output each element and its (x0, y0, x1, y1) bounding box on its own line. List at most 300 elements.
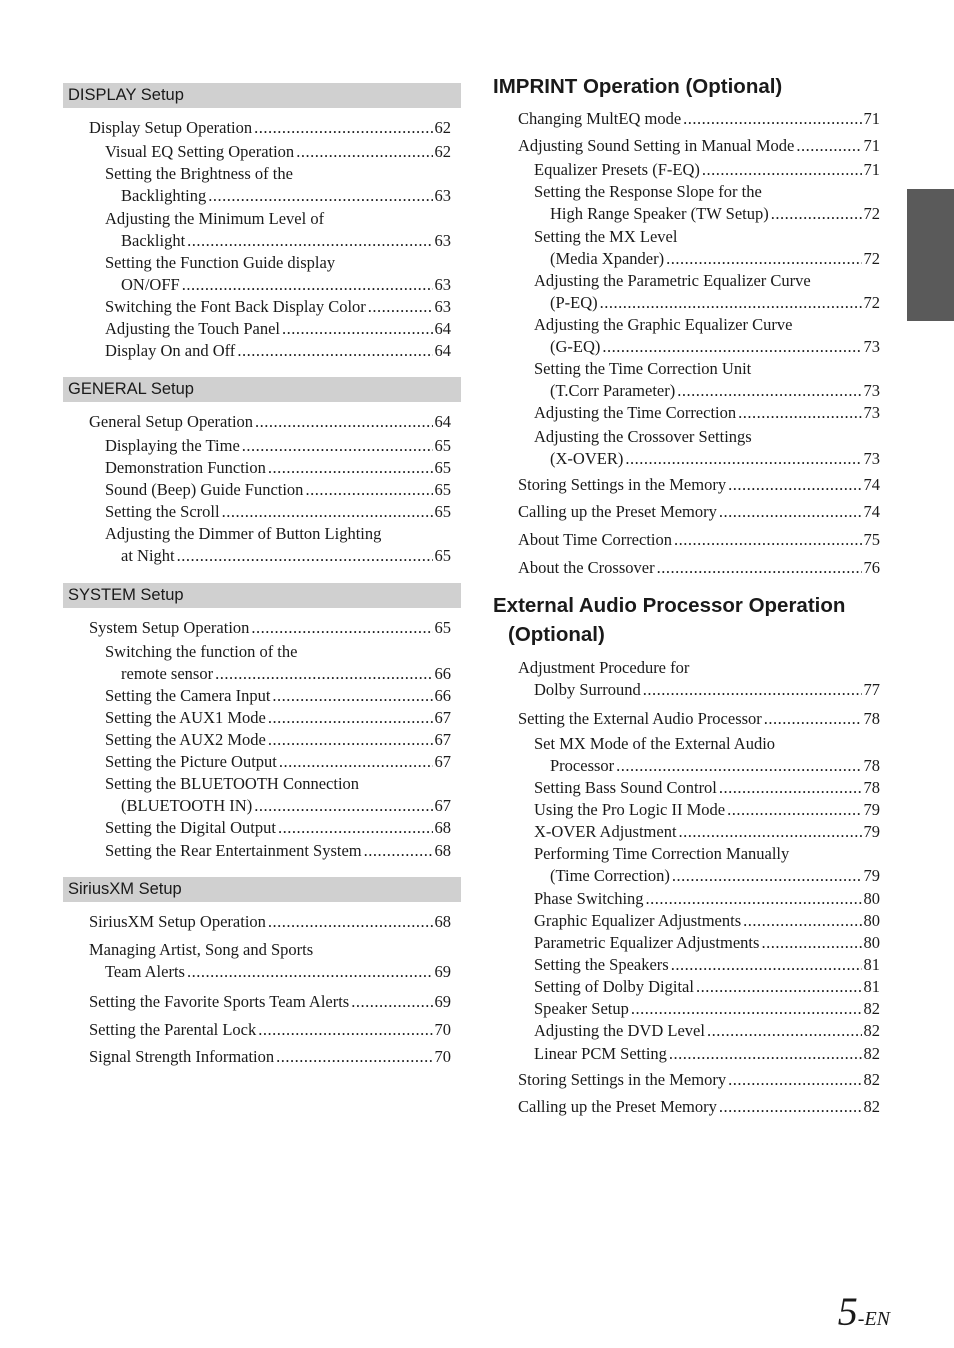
dot-leader (631, 998, 862, 1020)
toc-entry (534, 159, 880, 181)
dot-leader (282, 318, 433, 340)
toc-entry (105, 751, 451, 773)
toc-page-number: 65 (434, 480, 451, 499)
toc-entry-label: Switching the Font Back Display Color (105, 297, 366, 316)
toc-page-number: 71 (863, 136, 880, 155)
toc-page-number: 82 (863, 999, 880, 1018)
toc-entry-line (89, 991, 451, 1013)
toc-entry (518, 708, 880, 730)
toc-page-number: 79 (863, 822, 880, 841)
toc-page-number: 65 (434, 546, 451, 565)
toc-entry (534, 226, 880, 270)
toc-entry-label: Adjusting the Graphic Equalizer Curve (534, 315, 793, 334)
toc-entry-line (534, 733, 880, 755)
toc-entry-line (105, 340, 451, 362)
toc-entry-line (105, 641, 451, 663)
toc-entry (105, 523, 451, 567)
dot-leader (351, 991, 432, 1013)
toc-page-number: 78 (863, 778, 880, 797)
toc-entry-continuation-line (534, 755, 880, 777)
toc-entry-line (105, 435, 451, 457)
toc-entry-line (105, 840, 451, 862)
toc-entry-label: About Time Correction (518, 530, 673, 549)
toc-entry-line (105, 318, 451, 340)
toc-entry (89, 991, 451, 1013)
toc-entry-continuation-line (534, 380, 880, 402)
toc-entry (518, 108, 880, 130)
toc-entry-label: (Media Xpander) (550, 249, 665, 268)
toc-page-number: 65 (434, 436, 451, 455)
toc-entry-label: Speaker Setup (534, 999, 629, 1018)
toc-page-number: 62 (434, 142, 451, 161)
toc-entry (534, 932, 880, 954)
toc-entry-line (105, 817, 451, 839)
toc-entry-label: Displaying the Time (105, 436, 240, 455)
toc-entry-line (518, 557, 880, 579)
toc-page-number: 78 (863, 756, 880, 775)
toc-entry-label: Setting the BLUETOOTH Connection (105, 774, 360, 793)
toc-entry (105, 435, 451, 457)
toc-entry (105, 707, 451, 729)
section-heading-display-setup: DISPLAY Setup (63, 83, 461, 108)
toc-entry-label: Setting the Favorite Sports Team Alerts (89, 992, 350, 1011)
toc-entry-line (89, 117, 451, 139)
toc-page-number: 69 (434, 962, 451, 981)
dot-leader (796, 135, 861, 157)
toc-page-number: 78 (863, 709, 880, 728)
toc-entry-line (534, 1020, 880, 1042)
toc-entry-line (105, 501, 451, 523)
toc-entry-line (534, 998, 880, 1020)
toc-entry-continuation-line (105, 663, 451, 685)
dot-leader (679, 821, 862, 843)
toc-entry-label: Calling up the Preset Memory (518, 1097, 717, 1116)
toc-entry-line (534, 888, 880, 910)
toc-entry (105, 729, 451, 751)
dot-leader (696, 976, 862, 998)
toc-entry-label: Equalizer Presets (F-EQ) (534, 160, 700, 179)
toc-entry (518, 135, 880, 157)
toc-entry-line (518, 1096, 880, 1118)
dot-leader (364, 840, 433, 862)
toc-entry-label: Setting the AUX2 Mode (105, 730, 266, 749)
section-heading-line: External Audio Processor Operation (493, 594, 846, 617)
dot-leader (719, 777, 862, 799)
toc-entry (534, 733, 880, 777)
toc-page-number: 68 (434, 912, 451, 931)
toc-entry-label: Setting the Picture Output (105, 752, 277, 771)
toc-entry-continuation-line (534, 292, 880, 314)
toc-entry-line (534, 1043, 880, 1065)
toc-entry-label: at Night (121, 546, 175, 565)
toc-entry-label: Setting the Camera Input (105, 686, 271, 705)
dot-leader (761, 932, 861, 954)
toc-entry (534, 843, 880, 887)
toc-page-number: 82 (863, 1097, 880, 1116)
toc-entry-line (105, 163, 451, 185)
toc-entry-label: Adjusting Sound Setting in Manual Mode (518, 136, 795, 155)
toc-entry-line (534, 777, 880, 799)
toc-page-number: 64 (434, 412, 451, 431)
toc-entry-label: (Time Correction) (550, 866, 670, 885)
dot-leader (771, 203, 862, 225)
toc-entry-continuation-line (105, 545, 451, 567)
toc-page-number: 67 (434, 730, 451, 749)
toc-page-number: 67 (434, 796, 451, 815)
toc-entry (105, 318, 451, 340)
toc-entry-continuation-line (534, 203, 880, 225)
toc-page-number: 73 (863, 381, 880, 400)
toc-entry-label: Switching the function of the (105, 642, 298, 661)
toc-page-number: 68 (434, 818, 451, 837)
toc-page-number: 80 (863, 933, 880, 952)
toc-entry-line (105, 252, 451, 274)
toc-entry-label: Setting Bass Sound Control (534, 778, 717, 797)
toc-entry-line (534, 799, 880, 821)
toc-entry-label: Adjusting the DVD Level (534, 1021, 705, 1040)
dot-leader (272, 685, 432, 707)
toc-entry (518, 1096, 880, 1118)
dot-leader (268, 729, 433, 751)
toc-entry-label: (G-EQ) (550, 337, 601, 356)
toc-page-number: 66 (434, 664, 451, 683)
toc-entry-line (89, 939, 451, 961)
toc-entry-label: High Range Speaker (TW Setup) (550, 204, 769, 223)
section-heading-general-setup: GENERAL Setup (63, 377, 461, 402)
dot-leader (254, 117, 432, 139)
toc-entry-label: Display On and Off (105, 341, 236, 360)
toc-entry-continuation-line (105, 230, 451, 252)
dot-leader (738, 402, 861, 424)
dot-leader (251, 617, 432, 639)
toc-entry-continuation-line (518, 679, 880, 701)
toc-entry-label: remote sensor (121, 664, 214, 683)
toc-entry-line (89, 617, 451, 639)
dot-leader (237, 340, 432, 362)
section-heading-siriusxm-setup: SiriusXM Setup (63, 877, 461, 902)
toc-entry (534, 1020, 880, 1042)
toc-page-number: 79 (863, 800, 880, 819)
toc-entry-line (534, 314, 880, 336)
toc-entry-label: Set MX Mode of the External Audio (534, 734, 776, 753)
dot-leader (268, 457, 433, 479)
toc-entry (105, 641, 451, 685)
dot-leader (177, 545, 433, 567)
toc-entry (105, 685, 451, 707)
dot-leader (719, 501, 862, 523)
toc-entry-line (518, 108, 880, 130)
toc-entry (105, 163, 451, 207)
toc-entry (89, 117, 451, 139)
toc-entry-continuation-line (89, 961, 451, 983)
toc-page-number: 64 (434, 341, 451, 360)
dot-leader (602, 336, 861, 358)
toc-page-number: 63 (434, 297, 451, 316)
toc-entry-label: X-OVER Adjustment (534, 822, 677, 841)
dot-leader (719, 1096, 862, 1118)
dot-leader (276, 1046, 432, 1068)
toc-entry-continuation-line (105, 795, 451, 817)
toc-entry-line (534, 270, 880, 292)
toc-entry-label: Setting the Parental Lock (89, 1020, 257, 1039)
toc-entry-line (534, 821, 880, 843)
section-heading-line: IMPRINT Operation (Optional) (493, 75, 783, 98)
toc-page-number: 79 (863, 866, 880, 885)
toc-entry-label: Calling up the Preset Memory (518, 502, 717, 521)
toc-entry-label: Adjusting the Touch Panel (105, 319, 280, 338)
toc-entry-continuation-line (534, 336, 880, 358)
toc-page-number: 65 (434, 618, 451, 637)
toc-entry-label: Demonstration Function (105, 458, 266, 477)
page-number-suffix: -EN (857, 1308, 890, 1330)
toc-page-number: 73 (863, 337, 880, 356)
chapter-side-tab (907, 189, 954, 321)
toc-entry-continuation-line (105, 274, 451, 296)
toc-entry (534, 1043, 880, 1065)
dot-leader (258, 1019, 432, 1041)
toc-entry (534, 314, 880, 358)
toc-entry (534, 358, 880, 402)
toc-entry (518, 474, 880, 496)
toc-entry-line (534, 402, 880, 424)
toc-entry (534, 888, 880, 910)
toc-entry-label: Setting the Scroll (105, 502, 220, 521)
toc-page-number: 67 (434, 752, 451, 771)
toc-entry-label: Setting the AUX1 Mode (105, 708, 266, 727)
toc-entry-label: Setting the MX Level (534, 227, 678, 246)
toc-entry (518, 657, 880, 701)
dot-leader (187, 230, 432, 252)
dot-leader (646, 888, 862, 910)
toc-entry-line (534, 976, 880, 998)
toc-entry (534, 998, 880, 1020)
toc-entry-label: System Setup Operation (89, 618, 250, 637)
toc-page-number: 66 (434, 686, 451, 705)
toc-entry-line (105, 729, 451, 751)
toc-entry-label: ON/OFF (121, 275, 180, 294)
toc-entry (534, 402, 880, 424)
toc-entry-label: (BLUETOOTH IN) (121, 796, 253, 815)
toc-entry (518, 529, 880, 551)
toc-page-number: 80 (863, 911, 880, 930)
toc-entry (534, 799, 880, 821)
toc-page-number: 72 (863, 293, 880, 312)
dot-leader (368, 296, 433, 318)
toc-page-number: 62 (434, 118, 451, 137)
toc-entry (105, 252, 451, 296)
toc-page-number: 82 (863, 1070, 880, 1089)
toc-page-number: 82 (863, 1044, 880, 1063)
toc-entry (105, 141, 451, 163)
dot-leader (255, 411, 432, 433)
page-number (838, 1288, 890, 1335)
toc-entry-line (518, 708, 880, 730)
toc-page-number: 76 (863, 558, 880, 577)
toc-entry-line (105, 296, 451, 318)
toc-page-number: 67 (434, 708, 451, 727)
section-heading-external-audio-processor-operation (493, 591, 845, 649)
dot-leader (279, 751, 433, 773)
toc-page-number: 71 (863, 160, 880, 179)
toc-entry-label: Parametric Equalizer Adjustments (534, 933, 760, 952)
toc-entry-line (534, 932, 880, 954)
toc-entry-continuation-line (534, 248, 880, 270)
toc-entry-label: Sound (Beep) Guide Function (105, 480, 304, 499)
toc-entry (105, 773, 451, 817)
dot-leader (268, 707, 433, 729)
dot-leader (743, 910, 861, 932)
toc-entry-label: Signal Strength Information (89, 1047, 275, 1066)
dot-leader (242, 435, 433, 457)
toc-page-number: 72 (863, 204, 880, 223)
toc-page-number: 81 (863, 977, 880, 996)
dot-leader (616, 755, 861, 777)
toc-entry-line (534, 181, 880, 203)
toc-entry (534, 777, 880, 799)
toc-entry-label: General Setup Operation (89, 412, 254, 431)
toc-entry-line (105, 479, 451, 501)
toc-entry-label: Storing Settings in the Memory (518, 475, 727, 494)
dot-leader (677, 380, 861, 402)
toc-entry-label: Setting the External Audio Processor (518, 709, 762, 728)
dot-leader (625, 448, 861, 470)
toc-entry-label: Linear PCM Setting (534, 1044, 667, 1063)
toc-entry-line (105, 457, 451, 479)
toc-page-number: 74 (863, 475, 880, 494)
toc-entry-label: Graphic Equalizer Adjustments (534, 911, 742, 930)
toc-entry (105, 457, 451, 479)
toc-entry (534, 426, 880, 470)
toc-page-number: 73 (863, 449, 880, 468)
toc-page-number: 80 (863, 889, 880, 908)
toc-page-number: 64 (434, 319, 451, 338)
dot-leader (296, 141, 432, 163)
toc-entry-label: Processor (550, 756, 615, 775)
dot-leader (254, 795, 432, 817)
toc-page-number: 65 (434, 502, 451, 521)
toc-entry-line (89, 1046, 451, 1068)
toc-entry (105, 817, 451, 839)
toc-page-number: 70 (434, 1020, 451, 1039)
toc-page-number: 77 (863, 680, 880, 699)
toc-entry-label: SiriusXM Setup Operation (89, 912, 266, 931)
toc-entry-line (534, 843, 880, 865)
toc-entry (89, 617, 451, 639)
toc-page-number: 68 (434, 841, 451, 860)
toc-entry-label: Display Setup Operation (89, 118, 253, 137)
dot-leader (727, 799, 861, 821)
toc-page-number: 70 (434, 1047, 451, 1066)
toc-entry-label: Backlighting (121, 186, 207, 205)
dot-leader (707, 1020, 862, 1042)
toc-page-number: 73 (863, 403, 880, 422)
dot-leader (683, 108, 861, 130)
toc-entry-label: Team Alerts (105, 962, 185, 981)
toc-entry (518, 557, 880, 579)
dot-leader (208, 185, 432, 207)
toc-entry-label: Setting the Rear Entertainment System (105, 841, 362, 860)
toc-entry-line (534, 159, 880, 181)
dot-leader (728, 1069, 861, 1091)
toc-entry (105, 479, 451, 501)
toc-entry (105, 840, 451, 862)
toc-entry-line (105, 208, 451, 230)
toc-entry-label: Adjusting the Crossover Settings (534, 427, 752, 446)
dot-leader (702, 159, 862, 181)
toc-entry-line (518, 474, 880, 496)
dot-leader (672, 865, 862, 887)
toc-entry-label: Storing Settings in the Memory (518, 1070, 727, 1089)
toc-page-number: 81 (863, 955, 880, 974)
toc-entry-label: Dolby Surround (534, 680, 641, 699)
toc-entry-label: Adjusting the Minimum Level of (105, 209, 325, 228)
dot-leader (278, 817, 433, 839)
toc-entry-label: (T.Corr Parameter) (550, 381, 676, 400)
toc-entry (518, 1069, 880, 1091)
toc-entry-line (518, 529, 880, 551)
toc-entry-line (105, 707, 451, 729)
toc-entry-line (534, 910, 880, 932)
dot-leader (600, 292, 862, 314)
toc-entry-line (518, 501, 880, 523)
toc-entry-label: Setting the Time Correction Unit (534, 359, 752, 378)
dot-leader (187, 961, 433, 983)
toc-entry-line (89, 1019, 451, 1041)
toc-entry (105, 340, 451, 362)
toc-page-number: 72 (863, 249, 880, 268)
toc-page-number: 75 (863, 530, 880, 549)
toc-entry (89, 1019, 451, 1041)
toc-entry-label: Adjusting the Dimmer of Button Lighting (105, 524, 382, 543)
toc-entry-line (105, 523, 451, 545)
toc-entry (534, 270, 880, 314)
toc-entry-line (89, 411, 451, 433)
dot-leader (268, 911, 433, 933)
dot-leader (669, 1043, 862, 1065)
dot-leader (305, 479, 432, 501)
toc-entry-line (518, 1069, 880, 1091)
toc-entry-label: (P-EQ) (550, 293, 598, 312)
toc-page-number: 63 (434, 231, 451, 250)
toc-entry-line (89, 911, 451, 933)
dot-leader (222, 501, 433, 523)
toc-entry-continuation-line (534, 448, 880, 470)
toc-entry-label: Adjusting the Parametric Equalizer Curve (534, 271, 811, 290)
toc-entry-label: Backlight (121, 231, 186, 250)
toc-entry-label: Adjustment Procedure for (518, 658, 690, 677)
toc-entry-label: (X-OVER) (550, 449, 624, 468)
toc-entry (534, 821, 880, 843)
toc-entry (105, 501, 451, 523)
toc-page-number: 63 (434, 275, 451, 294)
toc-entry-label: Setting the Response Slope for the (534, 182, 762, 201)
section-heading-system-setup: SYSTEM Setup (63, 583, 461, 608)
page-number-value: 5 (837, 1289, 858, 1334)
toc-entry (89, 939, 451, 983)
dot-leader (674, 529, 861, 551)
section-heading-imprint-operation-optional (493, 72, 782, 101)
toc-entry-line (534, 426, 880, 448)
toc-entry (534, 954, 880, 976)
toc-entry (105, 296, 451, 318)
toc-entry-label: Changing MultEQ mode (518, 109, 682, 128)
toc-page-number: 65 (434, 458, 451, 477)
toc-entry-label: Using the Pro Logic II Mode (534, 800, 726, 819)
toc-entry-label: About the Crossover (518, 558, 655, 577)
toc-page-number: 71 (863, 109, 880, 128)
toc-entry-line (518, 657, 880, 679)
toc-entry (534, 976, 880, 998)
